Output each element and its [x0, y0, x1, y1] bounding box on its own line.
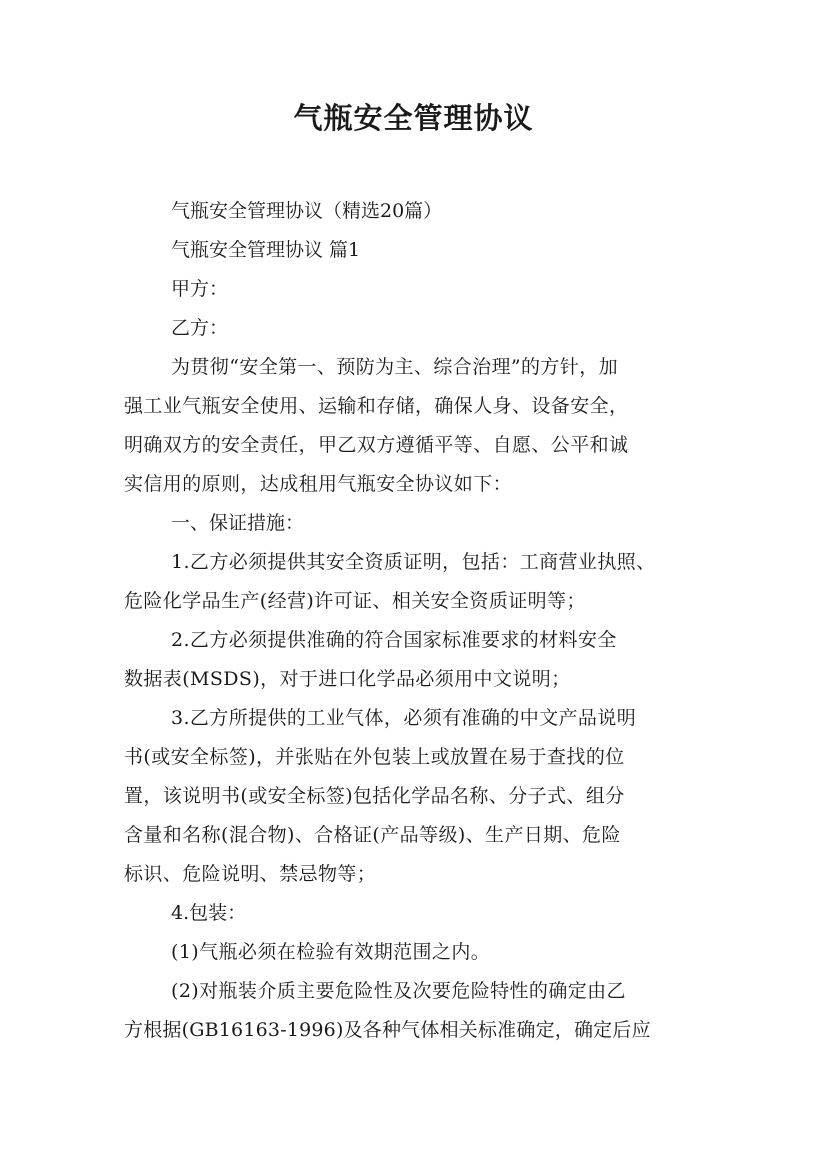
text-line-15: 书(或安全标签)，并张贴在外包装上或放置在易于查找的位 [124, 746, 625, 768]
text-line-18: 标识、危险说明、禁忌物等； [124, 863, 377, 885]
text-line-1: 气瓶安全管理协议（精选20篇） [171, 200, 443, 222]
text-line-22: 方根据(GB16163-1996)及各种气体相关标准确定，确定后应 [124, 1019, 651, 1041]
text-line-10: 1.乙方必须提供其安全资质证明，包括：工商营业执照、 [171, 551, 656, 573]
text-line-6: 强工业气瓶安全使用、运输和存储，确保人身、设备安全， [124, 395, 629, 417]
text-line-11: 危险化学品生产(经营)许可证、相关安全资质证明等； [124, 590, 586, 612]
text-line-5: 为贯彻“安全第一、预防为主、综合治理”的方针，加 [171, 356, 619, 378]
text-line-3: 甲方： [171, 278, 229, 300]
text-line-21: (2)对瓶装介质主要危险性及次要危险特性的确定由乙 [171, 980, 626, 1002]
text-line-16: 置，该说明书(或安全标签)包括化学品名称、分子式、组分 [124, 785, 625, 807]
document-body [124, 192, 714, 1050]
text-line-17: 含量和名称(混合物)、合格证(产品等级)、生产日期、危险 [124, 824, 621, 846]
text-line-7: 明确双方的安全责任，甲乙双方遵循平等、自愿、公平和诚 [124, 434, 629, 456]
text-line-19: 4.包装： [171, 902, 247, 924]
text-line-12: 2.乙方必须提供准确的符合国家标准要求的材料安全 [171, 629, 617, 651]
page-title: 气瓶安全管理协议 [293, 101, 534, 135]
text-line-4: 乙方： [171, 317, 229, 339]
text-line-9: 一、保证措施： [171, 512, 305, 534]
text-line-2: 气瓶安全管理协议 篇1 [171, 239, 361, 261]
text-line-20: (1)气瓶必须在检验有效期范围之内。 [171, 941, 491, 963]
text-line-8: 实信用的原则，达成租用气瓶安全协议如下： [124, 473, 513, 495]
text-line-13: 数据表(MSDS)，对于进口化学品必须用中文说明； [124, 668, 571, 690]
text-line-14: 3.乙方所提供的工业气体，必须有准确的中文产品说明 [171, 707, 637, 729]
